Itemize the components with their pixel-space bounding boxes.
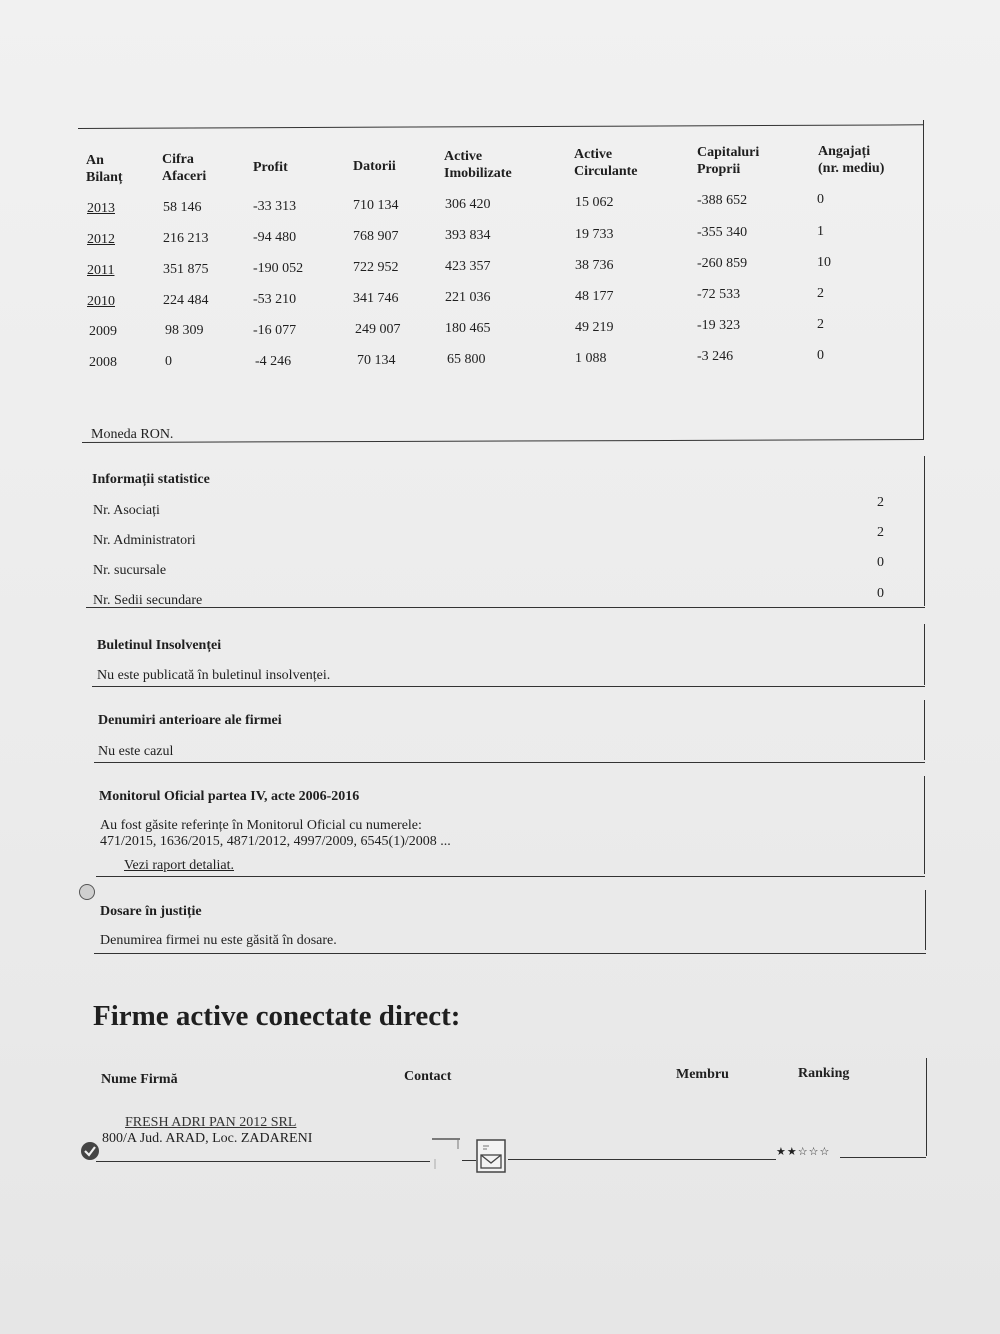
- monitorul-right-rule: [924, 776, 925, 874]
- cifra-afaceri-value: 58 146: [163, 200, 202, 215]
- detailed-report-link[interactable]: Vezi raport detaliat.: [124, 858, 235, 873]
- year-link[interactable]: 2012: [87, 232, 115, 247]
- profit-value: -190 052: [253, 261, 304, 276]
- datorii-value: 70 134: [357, 353, 396, 368]
- year-label: 2009: [89, 324, 117, 339]
- angajati-value: 2: [817, 317, 824, 332]
- firme-header-nume: Nume Firmă: [101, 1072, 178, 1087]
- denumiri-right-rule: [924, 700, 925, 760]
- denumiri-text: Nu este cazul: [98, 744, 174, 759]
- firme-bottom-rule-end: [840, 1157, 926, 1158]
- cifra-afaceri-value: 98 309: [165, 323, 204, 338]
- ranking-stars: ★★☆☆☆: [776, 1145, 831, 1158]
- cifra-afaceri-value: 351 875: [163, 262, 209, 277]
- stat-label-sedii-secundare: Nr. Sedii secundare: [93, 593, 203, 608]
- insolventa-text: Nu este publicată în buletinul insolvenței.: [97, 668, 331, 683]
- active-imobilizate-value: 306 420: [445, 197, 491, 212]
- profit-value: -53 210: [253, 292, 297, 307]
- company-name-link[interactable]: FRESH ADRI PAN 2012 SRL: [125, 1115, 297, 1130]
- profit-value: -33 313: [253, 199, 297, 214]
- firme-header-contact: Contact: [404, 1069, 452, 1084]
- insolventa-title: Buletinul Insolvenței: [97, 638, 222, 653]
- table-top-rule: [78, 124, 924, 129]
- firme-bottom-rule-left: [96, 1161, 430, 1162]
- datorii-value: 768 907: [353, 229, 399, 244]
- stat-label-asociati: Nr. Asociați: [93, 503, 160, 518]
- profit-value: -94 480: [253, 230, 297, 245]
- header-active-circulante: Active Circulante: [574, 147, 638, 179]
- active-circulante-value: 19 733: [575, 227, 614, 242]
- phone-icon[interactable]: [430, 1135, 464, 1171]
- insolventa-bottom-rule: [92, 686, 925, 687]
- email-icon[interactable]: [475, 1138, 507, 1174]
- denumiri-title: Denumiri anterioare ale firmei: [98, 713, 282, 728]
- active-circulante-value: 49 219: [575, 320, 614, 335]
- header-active-imobilizate: Active Imobilizate: [444, 149, 512, 181]
- stats-right-rule: [924, 456, 925, 606]
- capitaluri-proprii-value: -388 652: [697, 193, 748, 208]
- year-link[interactable]: 2013: [87, 201, 115, 216]
- active-imobilizate-value: 180 465: [445, 321, 491, 336]
- capitaluri-proprii-value: -3 246: [697, 349, 734, 364]
- header-datorii: Datorii: [353, 159, 396, 174]
- firme-header-membru: Membru: [676, 1067, 729, 1082]
- denumiri-bottom-rule: [94, 762, 925, 763]
- firme-title: Firme active conectate direct:: [93, 1000, 461, 1032]
- angajati-value: 0: [817, 192, 824, 207]
- dosare-right-rule: [925, 890, 926, 950]
- angajati-value: 1: [817, 224, 824, 239]
- active-imobilizate-value: 221 036: [445, 290, 491, 305]
- header-cifra-afaceri: Cifra Afaceri: [162, 152, 207, 184]
- active-imobilizate-value: 393 834: [445, 228, 491, 243]
- profit-value: -16 077: [253, 323, 297, 338]
- header-an-bilant: An Bilanț: [86, 153, 123, 185]
- firme-bottom-rule-mid: [462, 1160, 476, 1161]
- table-right-rule: [923, 120, 924, 440]
- company-address: 800/A Jud. ARAD, Loc. ZADARENI: [102, 1131, 313, 1146]
- active-circulante-value: 48 177: [575, 289, 614, 304]
- stat-value-administratori: 2: [877, 525, 884, 540]
- header-angajati: Angajați (nr. mediu): [818, 144, 885, 176]
- monitorul-title: Monitorul Oficial partea IV, acte 2006-2016: [99, 789, 360, 804]
- header-capitaluri-proprii: Capitaluri Proprii: [697, 145, 760, 177]
- stat-label-sucursale: Nr. sucursale: [93, 563, 167, 578]
- monitorul-line2: 471/2015, 1636/2015, 4871/2012, 4997/2009, 6545(1)/2008 ...: [100, 834, 451, 849]
- angajati-value: 0: [817, 348, 824, 363]
- cifra-afaceri-value: 216 213: [163, 231, 209, 246]
- year-link[interactable]: 2011: [87, 263, 115, 278]
- table-bottom-rule: [82, 439, 924, 443]
- active-circulante-value: 1 088: [575, 351, 607, 366]
- cifra-afaceri-value: 224 484: [163, 293, 209, 308]
- profit-value: -4 246: [255, 354, 292, 369]
- monitorul-bottom-rule: [96, 876, 925, 877]
- capitaluri-proprii-value: -355 340: [697, 225, 748, 240]
- stats-bottom-rule: [86, 607, 925, 608]
- firme-bottom-rule-right: [508, 1159, 776, 1160]
- stat-value-sedii-secundare: 0: [877, 586, 884, 601]
- header-profit: Profit: [253, 160, 288, 175]
- year-label: 2008: [89, 355, 117, 370]
- datorii-value: 249 007: [355, 322, 401, 337]
- stat-value-asociati: 2: [877, 495, 884, 510]
- active-circulante-value: 38 736: [575, 258, 614, 273]
- datorii-value: 722 952: [353, 260, 399, 275]
- firme-header-ranking: Ranking: [798, 1066, 850, 1081]
- capitaluri-proprii-value: -260 859: [697, 256, 748, 271]
- active-imobilizate-value: 423 357: [445, 259, 491, 274]
- stat-value-sucursale: 0: [877, 555, 884, 570]
- angajati-value: 2: [817, 286, 824, 301]
- firme-right-rule: [926, 1058, 927, 1156]
- insolventa-right-rule: [924, 624, 925, 685]
- active-circulante-value: 15 062: [575, 195, 614, 210]
- year-link[interactable]: 2010: [87, 294, 115, 309]
- datorii-value: 710 134: [353, 198, 399, 213]
- stats-title: Informații statistice: [92, 472, 210, 487]
- datorii-value: 341 746: [353, 291, 399, 306]
- dosare-text: Denumirea firmei nu este găsită în dosare.: [100, 933, 337, 948]
- cifra-afaceri-value: 0: [165, 354, 172, 369]
- capitaluri-proprii-value: -72 533: [697, 287, 741, 302]
- globe-icon: [79, 884, 95, 900]
- capitaluri-proprii-value: -19 323: [697, 318, 741, 333]
- stat-label-administratori: Nr. Administratori: [93, 533, 196, 548]
- dosare-bottom-rule: [94, 953, 926, 954]
- currency-note: Moneda RON.: [91, 427, 174, 442]
- dosare-title: Dosare în justiție: [100, 904, 202, 919]
- angajati-value: 10: [817, 255, 831, 270]
- active-imobilizate-value: 65 800: [447, 352, 486, 367]
- monitorul-line1: Au fost găsite referințe în Monitorul Oficial cu numerele:: [100, 818, 422, 833]
- check-icon: [79, 1140, 101, 1162]
